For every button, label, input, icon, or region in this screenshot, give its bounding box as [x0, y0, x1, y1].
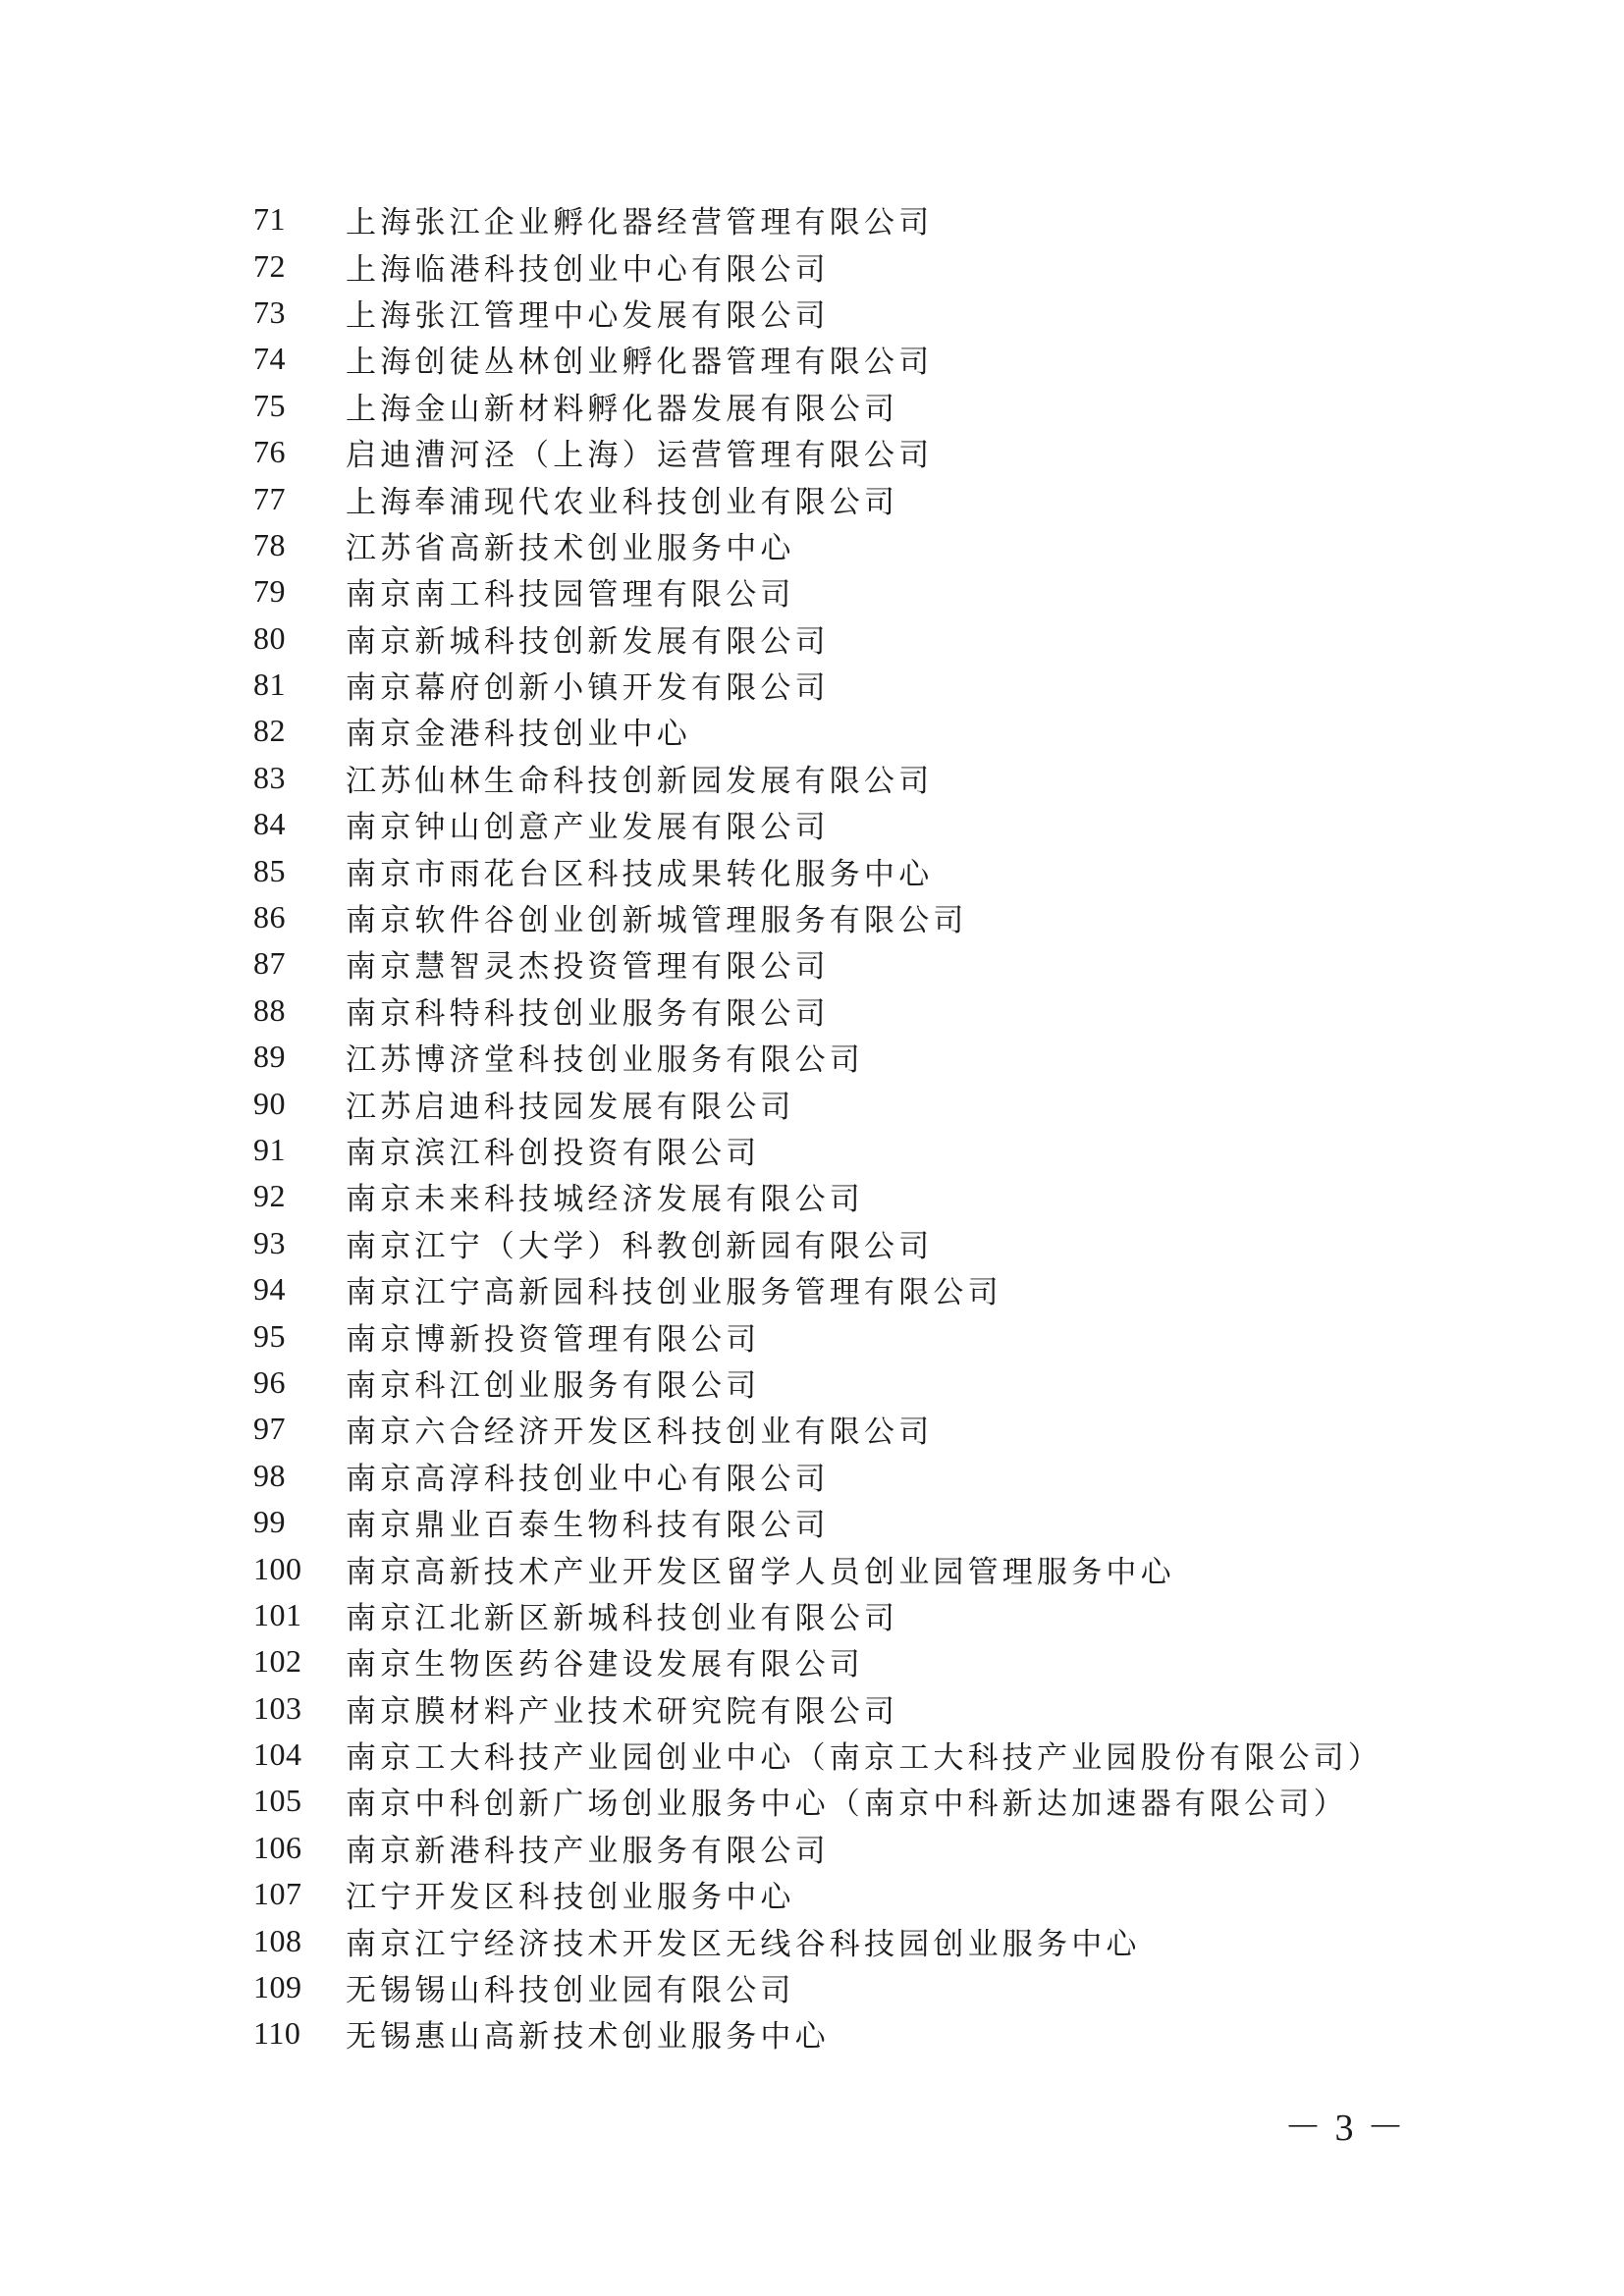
entry-name: 启迪漕河泾（上海）运营管理有限公司 — [346, 438, 934, 474]
entry-number: 99 — [253, 1504, 286, 1540]
entry-name: 南京工大科技产业园创业中心（南京工大科技产业园股份有限公司） — [346, 1740, 1382, 1777]
entry-name: 南京高新技术产业开发区留学人员创业园管理服务中心 — [346, 1554, 1175, 1590]
list-item — [253, 801, 1432, 847]
entry-number: 84 — [253, 806, 286, 842]
entry-number: 102 — [253, 1643, 302, 1680]
list-item — [253, 1732, 1432, 1778]
list-item — [253, 755, 1432, 801]
entry-name: 无锡锡山科技创业园有限公司 — [346, 1973, 795, 2009]
list-item — [253, 1964, 1432, 2010]
list-item — [253, 1825, 1432, 1871]
list-item — [253, 1638, 1432, 1684]
entry-name: 南京鼎业百泰生物科技有限公司 — [346, 1508, 830, 1544]
list-item — [253, 940, 1432, 987]
list-item — [253, 1173, 1432, 1219]
entry-name: 上海临港科技创业中心有限公司 — [346, 251, 830, 288]
entry-name: 南京滨江科创投资有限公司 — [346, 1136, 761, 1171]
entry-number: 72 — [253, 247, 286, 284]
list-item — [253, 196, 1432, 242]
list-item — [253, 1266, 1432, 1312]
entry-name: 南京钟山创意产业发展有限公司 — [346, 810, 830, 846]
entry-name: 南京新城科技创新发展有限公司 — [346, 623, 830, 660]
entry-number: 103 — [253, 1689, 302, 1726]
entry-name: 南京南工科技园管理有限公司 — [346, 577, 795, 614]
list-item — [253, 1545, 1432, 1591]
entry-number: 94 — [253, 1271, 286, 1308]
list-item — [253, 1406, 1432, 1452]
list-item — [253, 1220, 1432, 1266]
list-item — [253, 568, 1432, 614]
entry-name: 无锡惠山高新技术创业服务中心 — [346, 2019, 830, 2056]
entry-name: 上海奉浦现代农业科技创业有限公司 — [346, 484, 899, 520]
entry-name: 南京市雨花台区科技成果转化服务中心 — [346, 856, 934, 892]
entry-name: 上海张江企业孵化器经营管理有限公司 — [346, 205, 934, 241]
list-item — [253, 1453, 1432, 1499]
list-item — [253, 429, 1432, 475]
entry-number: 97 — [253, 1411, 286, 1447]
entry-number: 85 — [253, 852, 286, 888]
list-item — [253, 615, 1432, 662]
entry-number: 109 — [253, 1969, 302, 2005]
entry-number: 100 — [253, 1550, 302, 1586]
list-item — [253, 383, 1432, 429]
list-item — [253, 290, 1432, 336]
list-item — [253, 522, 1432, 568]
entry-number: 83 — [253, 759, 286, 795]
entry-name: 上海张江管理中心发展有限公司 — [346, 297, 830, 334]
entry-name: 南京科江创业服务有限公司 — [346, 1367, 761, 1404]
entry-name: 南京博新投资管理有限公司 — [346, 1321, 761, 1358]
entry-name: 南京新港科技产业服务有限公司 — [346, 1833, 830, 1869]
list-item — [253, 988, 1432, 1034]
entry-number: 76 — [253, 434, 286, 470]
list-item — [253, 1360, 1432, 1406]
list-item — [253, 1499, 1432, 1545]
list-item — [253, 1871, 1432, 1917]
list-item — [253, 1127, 1432, 1173]
entry-number: 87 — [253, 945, 286, 982]
entry-number: 106 — [253, 1829, 302, 1865]
list-item — [253, 1312, 1432, 1359]
list-item — [253, 847, 1432, 893]
entry-name: 南京幕府创新小镇开发有限公司 — [346, 670, 830, 707]
list-item — [253, 894, 1432, 940]
list-item — [253, 242, 1432, 289]
entry-name: 南京科特科技创业服务有限公司 — [346, 995, 830, 1032]
entry-number: 98 — [253, 1457, 286, 1493]
entry-number: 78 — [253, 526, 286, 562]
entry-name: 南京慧智灵杰投资管理有限公司 — [346, 949, 830, 986]
entry-number: 92 — [253, 1178, 286, 1214]
entry-number: 104 — [253, 1736, 302, 1773]
entry-name: 南京江北新区新城科技创业有限公司 — [346, 1600, 899, 1636]
entry-name: 南京高淳科技创业中心有限公司 — [346, 1461, 830, 1497]
entry-number: 81 — [253, 667, 286, 703]
entry-name: 南京江宁经济技术开发区无线谷科技园创业服务中心 — [346, 1926, 1141, 1962]
entry-number: 96 — [253, 1363, 286, 1400]
entry-name: 江苏博济堂科技创业服务有限公司 — [346, 1042, 864, 1079]
entry-number: 91 — [253, 1132, 286, 1167]
entry-number: 101 — [253, 1596, 302, 1632]
entry-name: 南京金港科技创业中心 — [346, 717, 691, 753]
entry-name: 江宁开发区科技创业服务中心 — [346, 1880, 795, 1916]
list-item — [253, 2010, 1432, 2056]
entry-number: 71 — [253, 201, 286, 238]
entry-number: 110 — [253, 2015, 301, 2052]
entry-number: 86 — [253, 899, 286, 935]
entry-number: 77 — [253, 480, 286, 516]
entry-number: 108 — [253, 1922, 302, 1958]
entry-name: 南京未来科技城经济发展有限公司 — [346, 1182, 864, 1218]
list-item — [253, 1034, 1432, 1080]
entry-list — [253, 196, 1432, 2057]
entry-name: 南京六合经济开发区科技创业有限公司 — [346, 1415, 934, 1451]
list-item — [253, 1592, 1432, 1638]
page-number: － 3 － — [1284, 2108, 1407, 2149]
entry-number: 89 — [253, 1039, 286, 1075]
entry-name: 江苏仙林生命科技创新园发展有限公司 — [346, 763, 934, 799]
entry-name: 南京江宁（大学）科教创新园有限公司 — [346, 1228, 934, 1264]
entry-number: 75 — [253, 387, 286, 423]
list-item — [253, 662, 1432, 708]
list-item — [253, 1685, 1432, 1732]
entry-name: 江苏启迪科技园发展有限公司 — [346, 1089, 795, 1125]
list-item — [253, 1080, 1432, 1126]
entry-name: 南京膜材料产业技术研究院有限公司 — [346, 1693, 899, 1730]
entry-name: 南京中科创新广场创业服务中心（南京中科新达加速器有限公司） — [346, 1787, 1348, 1823]
entry-name: 南京软件谷创业创新城管理服务有限公司 — [346, 903, 968, 939]
entry-number: 79 — [253, 573, 286, 610]
entry-name: 南京生物医药谷建设发展有限公司 — [346, 1647, 864, 1683]
list-item — [253, 1778, 1432, 1824]
entry-number: 93 — [253, 1224, 286, 1260]
entry-number: 82 — [253, 713, 286, 749]
entry-name: 上海创徒丛林创业孵化器管理有限公司 — [346, 345, 934, 381]
entry-number: 107 — [253, 1876, 302, 1912]
entry-number: 74 — [253, 341, 286, 377]
entry-number: 95 — [253, 1317, 286, 1354]
list-item — [253, 475, 1432, 521]
list-item — [253, 336, 1432, 382]
entry-number: 105 — [253, 1783, 302, 1819]
list-item — [253, 708, 1432, 754]
list-item — [253, 1917, 1432, 1963]
entry-name: 上海金山新材料孵化器发展有限公司 — [346, 391, 899, 427]
entry-number: 73 — [253, 294, 286, 330]
entry-number: 88 — [253, 991, 286, 1028]
entry-number: 80 — [253, 619, 286, 656]
entry-name: 江苏省高新技术创业服务中心 — [346, 530, 795, 566]
entry-name: 南京江宁高新园科技创业服务管理有限公司 — [346, 1275, 1002, 1311]
entry-number: 90 — [253, 1085, 286, 1121]
